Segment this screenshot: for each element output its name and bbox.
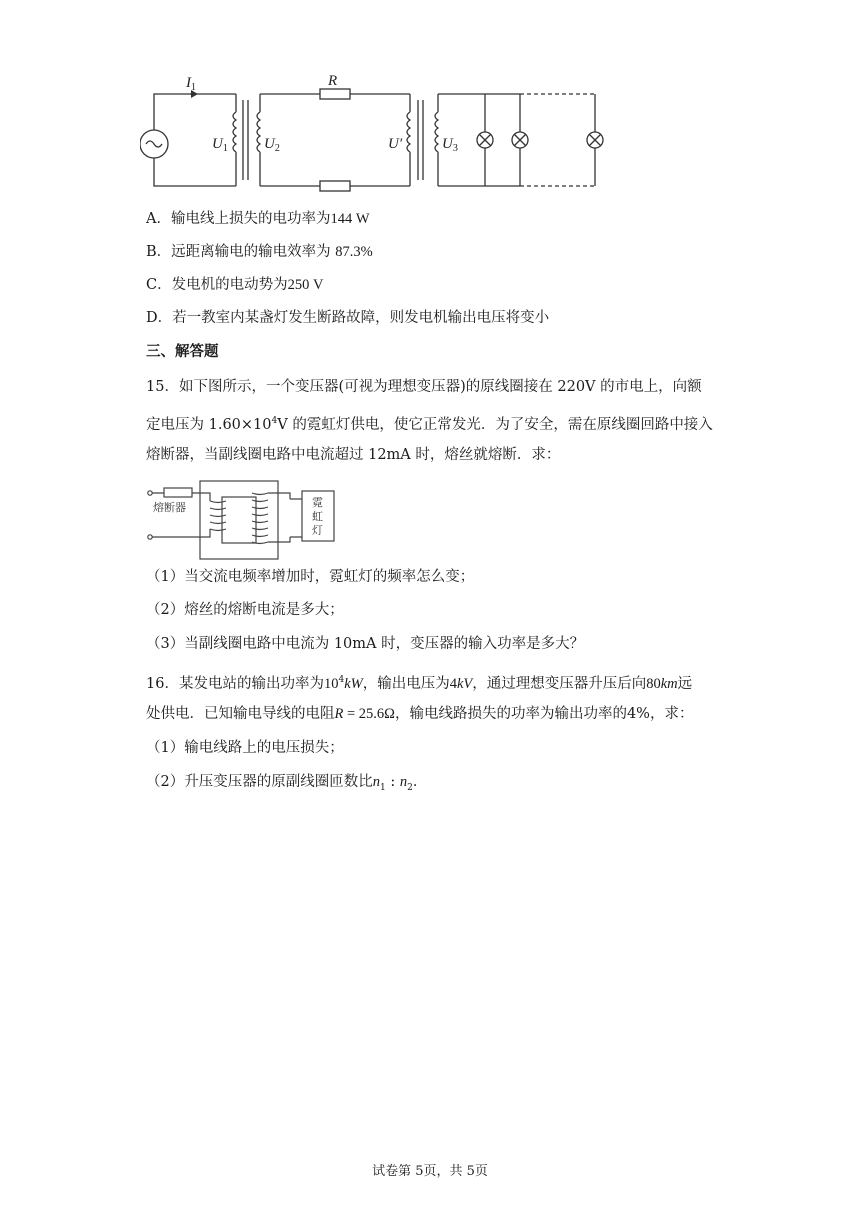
fuse-icon	[164, 488, 192, 497]
neon-transformer-diagram	[144, 475, 344, 567]
secondary-coil-t2	[435, 112, 438, 152]
q15-sub-1: （1）当交流电频率增加时，霓虹灯的频率怎么变；	[146, 569, 475, 585]
label-I1: $I_1$	[186, 75, 196, 93]
option-c	[146, 275, 323, 295]
fuse-label: 熔断器	[153, 501, 186, 514]
lamp-icon	[477, 132, 493, 148]
lamp-char: 虹	[312, 510, 323, 523]
label-Uprime: U′	[388, 136, 403, 152]
secondary-coil-t1	[257, 112, 260, 152]
option-b-value: 87.3%	[335, 244, 373, 260]
label-U1: $U_1$	[212, 136, 228, 154]
transmission-circuit-diagram	[140, 72, 610, 194]
q15-line-2-b: V 的霓虹灯供电，使它正常发光．为了安全，需在原线圈回路中接入	[277, 416, 713, 433]
option-a	[146, 209, 370, 229]
label-U2: $U_2$	[264, 136, 280, 154]
primary-coil-t2	[407, 112, 410, 152]
secondary-coil	[252, 493, 268, 544]
lamp-icon	[587, 132, 603, 148]
label-R: R	[328, 73, 338, 89]
lamp-char: 灯	[312, 524, 323, 537]
resistor-top	[320, 89, 350, 99]
option-b-text: B．远距离输电的输电效率为	[146, 244, 336, 260]
section-heading: 三、解答题	[146, 343, 219, 360]
lamp-icon	[512, 132, 528, 148]
option-c-value: 250 V	[287, 277, 324, 293]
option-b	[146, 242, 373, 262]
transformer-core	[200, 481, 278, 559]
q16-sub-2: （2）升压变压器的原副线圈匝数比$n_1$ : $n_2$．	[146, 774, 428, 793]
option-d: D．若一教室内某盏灯发生断路故障，则发电机输出电压将变小	[146, 310, 550, 326]
terminal-bottom	[148, 535, 152, 539]
resistor-bottom	[320, 181, 350, 191]
q15-sub-3: （3）当副线圈电路中电流为 10mA 时，变压器的输入功率是多大？	[146, 636, 585, 652]
page-footer: 试卷第 5页，共 5页	[372, 1164, 488, 1179]
q16-line-2: 处供电．已知输电导线的电阻R = 25.6Ω，输电线路损失的功率为输出功率的4%，求：	[146, 706, 694, 722]
primary-coil	[210, 501, 226, 531]
wire	[154, 158, 236, 186]
q15-sub-2: （2）熔丝的熔断电流是多大；	[146, 602, 344, 618]
sine-wave-icon	[146, 141, 162, 147]
q15-line-2-a: 定电压为 1.60×10	[146, 416, 272, 433]
label-U3: $U_3$	[442, 136, 458, 154]
option-a-text: A．输电线上损失的电功率为	[146, 211, 331, 227]
q15-line-3: 熔断器，当副线圈电路中电流超过 12mA 时，熔丝就熔断．求：	[146, 447, 561, 463]
q15-line-2	[146, 411, 713, 435]
primary-coil-t1	[233, 112, 236, 152]
q16-line-1: 16．某发电站的输出功率为$10^4kW$，输出电压为4kV，通过理想变压器升压后向80km远	[146, 675, 693, 692]
q15-line-1: 15．如下图所示，一个变压器(可视为理想变压器)的原线圈接在 220V 的市电上，向额	[146, 379, 702, 395]
wire	[154, 94, 236, 130]
option-c-text: C．发电机的电动势为	[146, 277, 288, 293]
terminal-top	[148, 491, 152, 495]
option-a-value: 144 W	[330, 211, 370, 227]
lamp-char: 霓	[312, 496, 323, 509]
q16-sub-1: （1）输电线路上的电压损失；	[146, 740, 344, 756]
q15-exponent: 4	[271, 416, 278, 426]
